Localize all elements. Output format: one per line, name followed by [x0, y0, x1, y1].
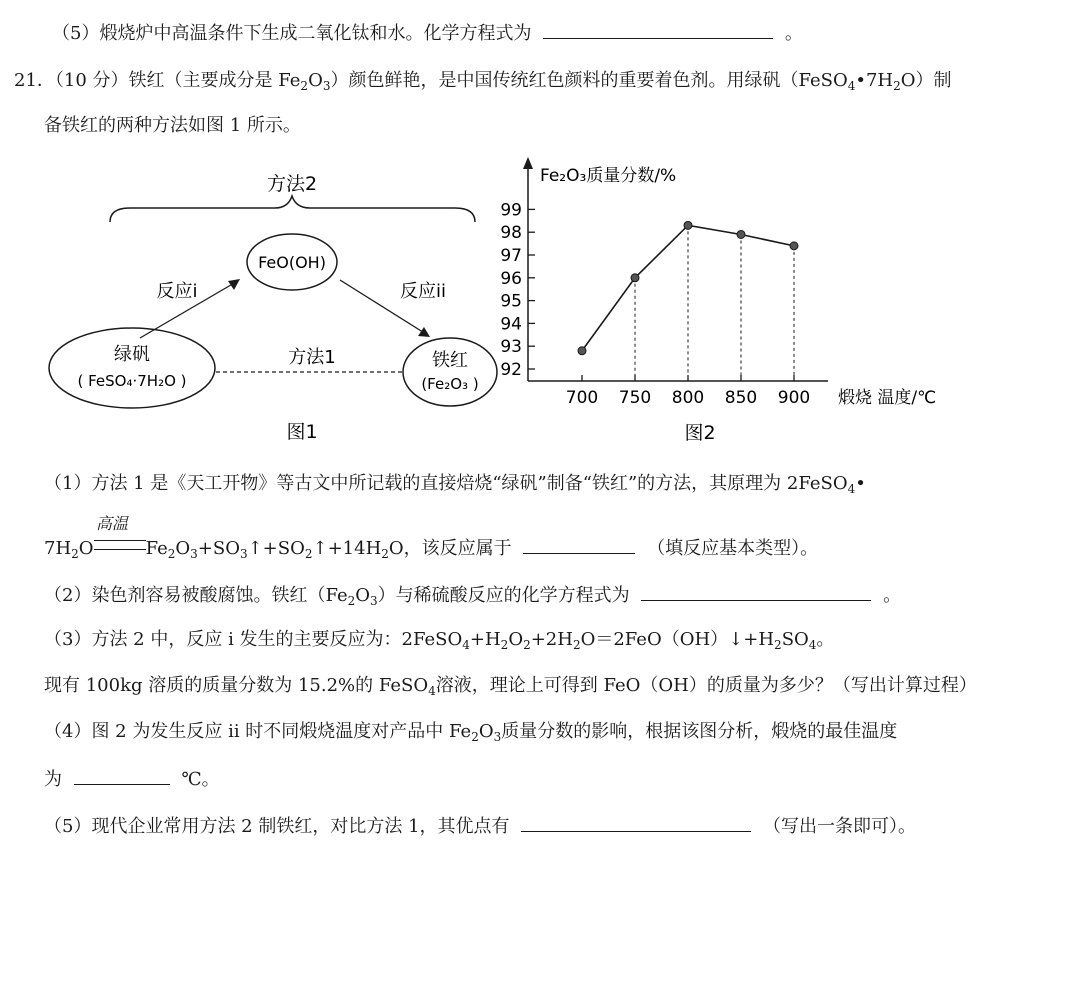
x-tick-label: 800 — [671, 388, 705, 408]
y-tick-label: 97 — [500, 246, 522, 266]
data-point — [631, 274, 639, 282]
y-axis-arrowhead — [523, 157, 533, 169]
sub1-b5: +SO — [197, 538, 240, 559]
tiehong-formula: (Fe₂O₃ ) — [421, 375, 479, 393]
sub3-e: O＝2FeO（OH）↓+H — [580, 629, 775, 650]
tiehong-node — [403, 338, 497, 406]
sub5-a: （5）现代企业常用方法 2 制铁红，对比方法 1，其优点有 — [44, 816, 510, 837]
sub1-text-a: （1）方法 1 是《天工开物》等古文中所记载的直接焙烧“绿矾”制备“铁红”的方法，其原理为 2FeSO — [44, 473, 848, 494]
q21-text-b: O — [308, 70, 323, 91]
sub4-c: 质量分数的影响，根据该图分析，煅烧的最佳温度 — [501, 721, 898, 742]
sub1-line2 — [44, 535, 818, 561]
sub-2: 2 — [300, 79, 309, 93]
sub3-sub2a: 2 — [500, 638, 509, 652]
sub3-sub2b: 2 — [523, 638, 531, 652]
chart-ylabel: Fe₂O₃质量分数/% — [540, 166, 677, 186]
reaction-equals-sign — [94, 540, 146, 550]
sub1-b-sub3: 3 — [190, 547, 198, 561]
sub4-answer-blank[interactable] — [74, 766, 170, 785]
figure2-chart — [490, 155, 970, 455]
q20-5-text: 煅烧炉中高温条件下生成二氧化钛和水。化学方程式为 — [99, 23, 532, 44]
q20-5-line — [52, 20, 803, 46]
sub1-sub4: 4 — [847, 482, 856, 496]
sub4-sub3: 3 — [493, 730, 502, 744]
method2-brace — [110, 196, 475, 222]
q21-text-d: •7H — [855, 70, 894, 91]
sub1-b-sub2: 2 — [71, 547, 79, 561]
x-tick-label: 700 — [565, 388, 599, 408]
sub2-a: （2）染色剂容易被酸腐蚀。铁红（Fe — [44, 585, 348, 606]
sub2-answer-blank[interactable] — [641, 582, 871, 601]
sub1-b-sub2e: 2 — [381, 547, 389, 561]
sub1-b2: O — [78, 538, 94, 559]
y-tick-label: 99 — [500, 200, 522, 221]
y-tick-label: 93 — [500, 337, 522, 358]
reaction-ii-label: 反应ii — [399, 281, 447, 302]
sub3-g: 。 — [816, 629, 835, 650]
feooh-label: FeO(OH) — [258, 253, 326, 272]
sub1-dot: • — [855, 473, 866, 494]
sub3-line2b: 溶液，理论上可得到 FeO（OH）的质量为多少？（写出计算过程） — [435, 675, 977, 696]
sub1-b7: ↑+14H — [312, 538, 382, 559]
sub4-line2b: ℃。 — [181, 769, 220, 790]
figure2-caption: 图2 — [684, 422, 716, 444]
sub2-b: O — [355, 585, 371, 606]
lvfan-label: 绿矾 — [114, 344, 150, 365]
sub5-b: （写出一条即可）。 — [763, 816, 916, 837]
sub1-b-sub3b: 3 — [239, 547, 248, 561]
y-tick-label: 94 — [500, 314, 522, 335]
sub-2b: 2 — [893, 79, 901, 93]
sub1-b-sub2d: 2 — [304, 547, 313, 561]
sub2-end: 。 — [883, 585, 902, 606]
data-point — [684, 221, 692, 229]
lvfan-node — [49, 328, 215, 408]
sub1-b-sub2c: 2 — [167, 547, 176, 561]
x-tick-label: 850 — [724, 388, 758, 408]
sub1-b8: O，该反应属于 — [388, 538, 512, 559]
sub1-b9: （填反应基本类型）。 — [647, 538, 819, 559]
sub3-sub2c: 2 — [572, 638, 581, 652]
x-tick-label: 750 — [618, 388, 652, 408]
reaction-i-label: 反应i — [156, 281, 198, 302]
q21-text-a: （10 分）铁红（主要成分是 Fe — [54, 70, 301, 91]
sub3-c: O — [508, 629, 524, 650]
condition-label: 高温 — [96, 514, 129, 533]
data-point — [578, 347, 586, 355]
sub2-sub3: 3 — [370, 594, 378, 608]
sub5-answer-blank[interactable] — [521, 813, 751, 832]
sub1-b4: O — [175, 538, 191, 559]
sub3-a: （3）方法 2 中，反应 i 发生的主要反应为：2FeSO — [44, 629, 463, 650]
data-point — [790, 242, 798, 250]
sub5-line — [44, 813, 916, 839]
method1-label: 方法1 — [288, 347, 336, 368]
q21-text-e: O）制 — [900, 70, 952, 91]
sub3-line1 — [44, 628, 834, 652]
reaction-ii-arrowhead — [418, 327, 430, 337]
sub4-line1 — [44, 720, 897, 744]
sub3-line2a: 现有 100kg 溶质的质量分数为 15.2%的 FeSO — [44, 675, 429, 696]
sub4-b: O — [478, 721, 494, 742]
y-tick-label: 95 — [500, 291, 522, 312]
q20-5-answer-blank[interactable] — [543, 20, 773, 39]
reaction-i-arrowhead — [228, 279, 240, 290]
data-point — [737, 230, 745, 238]
sub3-f: SO — [781, 629, 809, 650]
q21-number: 21． — [14, 70, 55, 91]
q21-line2: 备铁红的两种方法如图 1 所示。 — [44, 115, 301, 136]
sub3-line2-sub4: 4 — [428, 684, 436, 698]
sub1-b6: ↑+SO — [247, 538, 305, 559]
sub2-sub2: 2 — [347, 594, 356, 608]
sub1-answer-blank[interactable] — [523, 535, 635, 554]
sub3-d: +2H — [530, 629, 573, 650]
sub4-sub2: 2 — [471, 730, 479, 744]
y-tick-label: 96 — [500, 268, 522, 289]
chart-xlabel: 煅烧 温度/℃ — [838, 388, 937, 408]
lvfan-formula: ( FeSO₄·7H₂O ) — [77, 372, 187, 390]
q20-5-number: （5） — [52, 23, 100, 44]
sub3-b: +H — [469, 629, 501, 650]
x-tick-label: 900 — [777, 388, 811, 408]
sub4-a: （4）图 2 为发生反应 ii 时不同煅烧温度对产品中 Fe — [44, 721, 472, 742]
sub3-sub4b: 4 — [808, 638, 817, 652]
sub3-sub2d: 2 — [774, 638, 782, 652]
sub3-line2 — [44, 674, 977, 698]
tiehong-label: 铁红 — [432, 350, 468, 371]
figure1-caption: 图1 — [286, 421, 318, 443]
sub-4: 4 — [847, 79, 856, 93]
sub1-b1: 7H — [44, 538, 72, 559]
figure1-diagram — [40, 160, 510, 450]
y-tick-label: 92 — [500, 360, 522, 380]
sub3-sub4: 4 — [462, 638, 470, 652]
method2-label: 方法2 — [266, 173, 318, 195]
q21-text-c: ）颜色鲜艳，是中国传统红色颜料的重要着色剂。用绿矾（FeSO — [330, 70, 848, 91]
sub2-line — [44, 582, 901, 608]
q20-5-end: 。 — [784, 23, 803, 44]
y-tick-label: 98 — [500, 223, 522, 244]
sub-3: 3 — [322, 79, 331, 93]
sub1-b3: Fe — [145, 538, 168, 559]
sub4-line2a: 为 — [44, 769, 62, 790]
q21-header — [14, 69, 952, 93]
sub2-c: ）与稀硫酸反应的化学方程式为 — [377, 585, 630, 606]
sub4-line2 — [44, 766, 220, 792]
sub1-line1 — [44, 472, 866, 496]
